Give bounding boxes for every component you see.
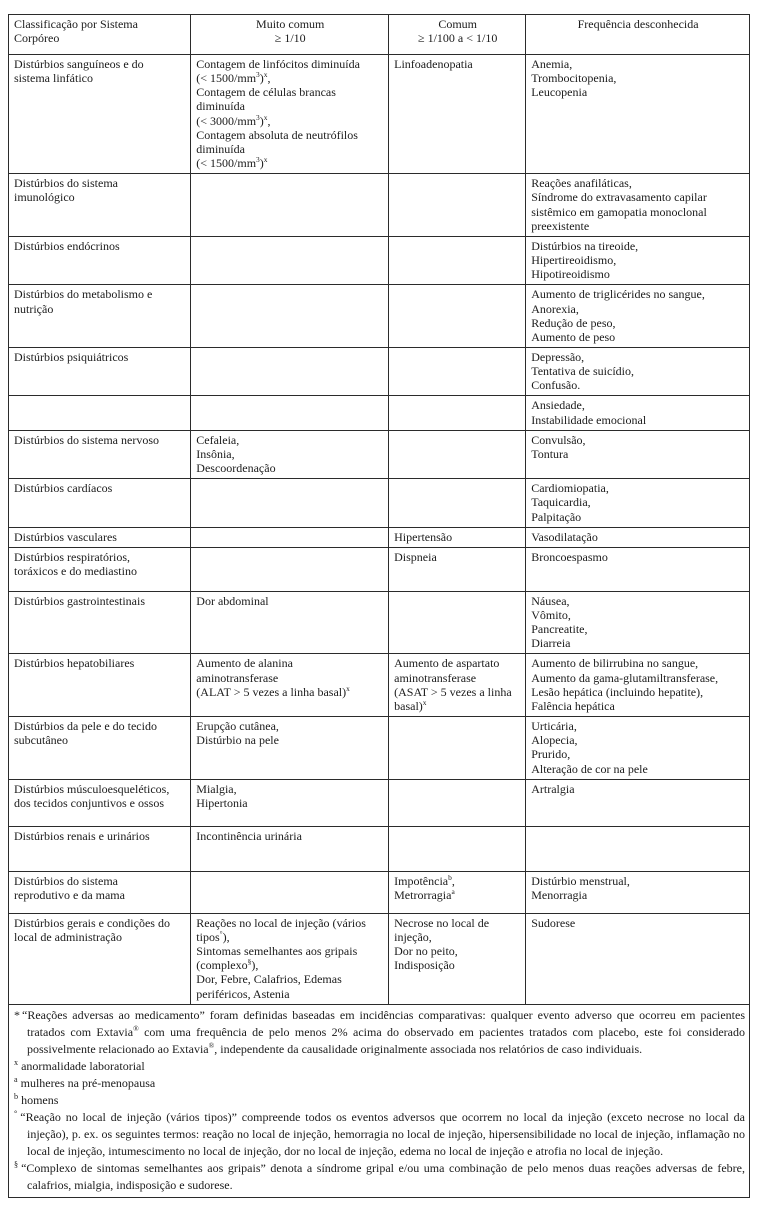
reaction-cell [191, 285, 389, 348]
reaction-cell: Dor abdominal [191, 591, 389, 654]
footnote [14, 1007, 745, 1058]
reaction-cell: Linfoadenopatia [389, 55, 526, 174]
reaction-cell: Hipertensão [389, 527, 526, 547]
reaction-cell [389, 779, 526, 826]
reaction-cell: Necrose no local de injeção, Dor no peito, Indisposição [389, 913, 526, 1004]
reaction-cell [389, 717, 526, 780]
footnote-marker: a [14, 1074, 18, 1084]
system-organ-class-cell: Distúrbios respiratórios, toráxicos e do mediastino [9, 547, 191, 591]
reaction-cell [389, 396, 526, 430]
reaction-cell [389, 236, 526, 284]
footnote-text: “Reação no local de injeção (vários tipos)” compreende todos os eventos adversos que ocorrem no local da injeção (exceto necrose no local da injeção), p. ex. os seguintes termos: reação no local de injeção, hemorragia no local de injeção, hipersensibilidade no local de injeção, inflamação no local de injeção, intumescimento no local de injeção, dor no local de injeção, edema no local de injeção e atrofia no local de injeção. [20, 1109, 745, 1158]
reaction-cell: Sudorese [526, 913, 750, 1004]
table-row [9, 871, 750, 913]
table-row [9, 479, 750, 527]
footnote [14, 1160, 745, 1194]
table-row [9, 347, 750, 395]
system-organ-class-cell: Distúrbios hepatobiliares [9, 654, 191, 717]
footnote-text: “Complexo de sintomas semelhantes aos gripais” denota a síndrome gripal e/ou uma combinação de pelo menos duas reações adversas de febre, calafrios, mialgia, indisposição e sudorese. [21, 1160, 745, 1192]
reaction-cell [191, 479, 389, 527]
table-row [9, 717, 750, 780]
reaction-cell [191, 871, 389, 913]
adverse-reactions-table [8, 14, 750, 1198]
table-header [9, 15, 750, 55]
header-cell-common: Comum ≥ 1/100 a < 1/10 [389, 15, 526, 55]
system-organ-class-cell: Distúrbios do sistema imunológico [9, 174, 191, 237]
reaction-cell [389, 591, 526, 654]
reaction-cell: Distúrbio menstrual, Menorragia [526, 871, 750, 913]
table-row [9, 527, 750, 547]
footnote [14, 1092, 745, 1109]
table-row [9, 55, 750, 174]
system-organ-class-cell: Distúrbios gastrointestinais [9, 591, 191, 654]
reaction-cell: Contagem de linfócitos diminuída (< $1500/mm^3)^x$, Contagem de células brancas diminuída (< $3000/mm^3)^x$, Contagem absoluta de neutrófilos diminuída (< $1500/mm^3)^x$ [191, 55, 389, 174]
reaction-cell: Distúrbios na tireoide, Hipertireoidismo, Hipotireoidismo [526, 236, 750, 284]
reaction-cell: Broncoespasmo [526, 547, 750, 591]
system-organ-class-cell: Distúrbios músculoesqueléticos, dos tecidos conjuntivos e ossos [9, 779, 191, 826]
reaction-cell: Náusea, Vômito, Pancreatite, Diarreia [526, 591, 750, 654]
reaction-cell: Aumento de triglicérides no sangue, Anorexia, Redução de peso, Aumento de peso [526, 285, 750, 348]
reaction-cell [526, 826, 750, 871]
reaction-cell: Urticária, Alopecia, Prurido, Alteração de cor na pele [526, 717, 750, 780]
system-organ-class-cell: Distúrbios psiquiátricos [9, 347, 191, 395]
reaction-cell: Incontinência urinária [191, 826, 389, 871]
table-row [9, 430, 750, 478]
reaction-cell [389, 347, 526, 395]
reaction-cell: Ansiedade, Instabilidade emocional [526, 396, 750, 430]
header-cell-very-common: Muito comum ≥ 1/10 [191, 15, 389, 55]
reaction-cell [389, 826, 526, 871]
footnote-marker: § [14, 1159, 19, 1169]
system-organ-class-cell: Distúrbios do sistema reprodutivo e da mama [9, 871, 191, 913]
table-body [9, 55, 750, 1005]
header-cell-system-organ-class: Classificação por Sistema Corpóreo [9, 15, 191, 55]
reaction-cell: Reações no local de injeção (vários tipos°), Sintomas semelhantes aos gripais (complexo§), Dor, Febre, Calafrios, Edemas periféricos, Astenia [191, 913, 389, 1004]
system-organ-class-cell: Distúrbios vasculares [9, 527, 191, 547]
reaction-cell [389, 174, 526, 237]
footnote-text: anormalidade laboratorial [21, 1058, 145, 1073]
table-row [9, 547, 750, 591]
reaction-cell [191, 236, 389, 284]
system-organ-class-cell: Distúrbios da pele e do tecido subcutâneo [9, 717, 191, 780]
footnotes-cell [9, 1004, 750, 1197]
footnote-marker: x [14, 1057, 19, 1067]
system-organ-class-cell [9, 396, 191, 430]
reaction-cell [191, 547, 389, 591]
header-row [9, 15, 750, 55]
footnote-marker: ° [14, 1108, 18, 1118]
footnotes-row [9, 1004, 750, 1197]
reaction-cell: Aumento de alanina aminotransferase (ALAT > 5 vezes a linha basal)$^x$ [191, 654, 389, 717]
reaction-cell: Vasodilatação [526, 527, 750, 547]
footnote [14, 1058, 745, 1075]
footnote-text: “Reações adversas ao medicamento” foram definidas baseadas em incidências comparativas: qualquer evento adverso que ocorreu em pacientes tratados com Extavia® com uma frequência de pelo menos 2% acima do observado em pacientes tratados com placebo, este foi considerado possivelmente relacionado ao Extavia®, independente da causalidade originalmente associada nos relatórios de caso individuais. [22, 1007, 745, 1056]
table-row [9, 779, 750, 826]
system-organ-class-cell: Distúrbios endócrinos [9, 236, 191, 284]
table-row [9, 174, 750, 237]
table-row [9, 285, 750, 348]
system-organ-class-cell: Distúrbios do metabolismo e nutrição [9, 285, 191, 348]
reaction-cell: Dispneia [389, 547, 526, 591]
reaction-cell: Mialgia, Hipertonia [191, 779, 389, 826]
system-organ-class-cell: Distúrbios sanguíneos e do sistema linfático [9, 55, 191, 174]
header-cell-frequency-unknown: Frequência desconhecida [526, 15, 750, 55]
reaction-cell: Impotência$^b$, Metrorragia$^a$ [389, 871, 526, 913]
footnote [14, 1109, 745, 1160]
footnote-text: homens [21, 1092, 59, 1107]
reaction-cell: Cefaleia, Insônia, Descoordenação [191, 430, 389, 478]
table-row [9, 826, 750, 871]
reaction-cell: Depressão, Tentativa de suicídio, Confusão. [526, 347, 750, 395]
reaction-cell: Aumento de aspartato aminotransferase (ASAT > 5 vezes a linha basal)$^x$ [389, 654, 526, 717]
table-row [9, 913, 750, 1004]
reaction-cell: Reações anafiláticas, Síndrome do extravasamento capilar sistêmico em gamopatia monoclonal preexistente [526, 174, 750, 237]
footnote [14, 1075, 745, 1092]
footnotes-section [9, 1004, 750, 1197]
reaction-cell: Convulsão, Tontura [526, 430, 750, 478]
table-row [9, 591, 750, 654]
reaction-cell: Anemia, Trombocitopenia, Leucopenia [526, 55, 750, 174]
system-organ-class-cell: Distúrbios cardíacos [9, 479, 191, 527]
reaction-cell: Artralgia [526, 779, 750, 826]
reaction-cell: Cardiomiopatia, Taquicardia, Palpitação [526, 479, 750, 527]
reaction-cell: Erupção cutânea, Distúrbio na pele [191, 717, 389, 780]
reaction-cell [389, 430, 526, 478]
system-organ-class-cell: Distúrbios renais e urinários [9, 826, 191, 871]
reaction-cell [191, 396, 389, 430]
table-row [9, 236, 750, 284]
reaction-cell [389, 479, 526, 527]
reaction-cell: Aumento de bilirrubina no sangue, Aumento da gama-glutamiltransferase, Lesão hepática (incluindo hepatite), Falência hepática [526, 654, 750, 717]
system-organ-class-cell: Distúrbios gerais e condições do local de administração [9, 913, 191, 1004]
system-organ-class-cell: Distúrbios do sistema nervoso [9, 430, 191, 478]
footnote-marker: * [14, 1007, 20, 1022]
footnote-text: mulheres na pré-menopausa [20, 1075, 156, 1090]
footnote-marker: b [14, 1091, 19, 1101]
table-row [9, 654, 750, 717]
reaction-cell [191, 347, 389, 395]
reaction-cell [389, 285, 526, 348]
reaction-cell [191, 174, 389, 237]
table-row [9, 396, 750, 430]
reaction-cell [191, 527, 389, 547]
